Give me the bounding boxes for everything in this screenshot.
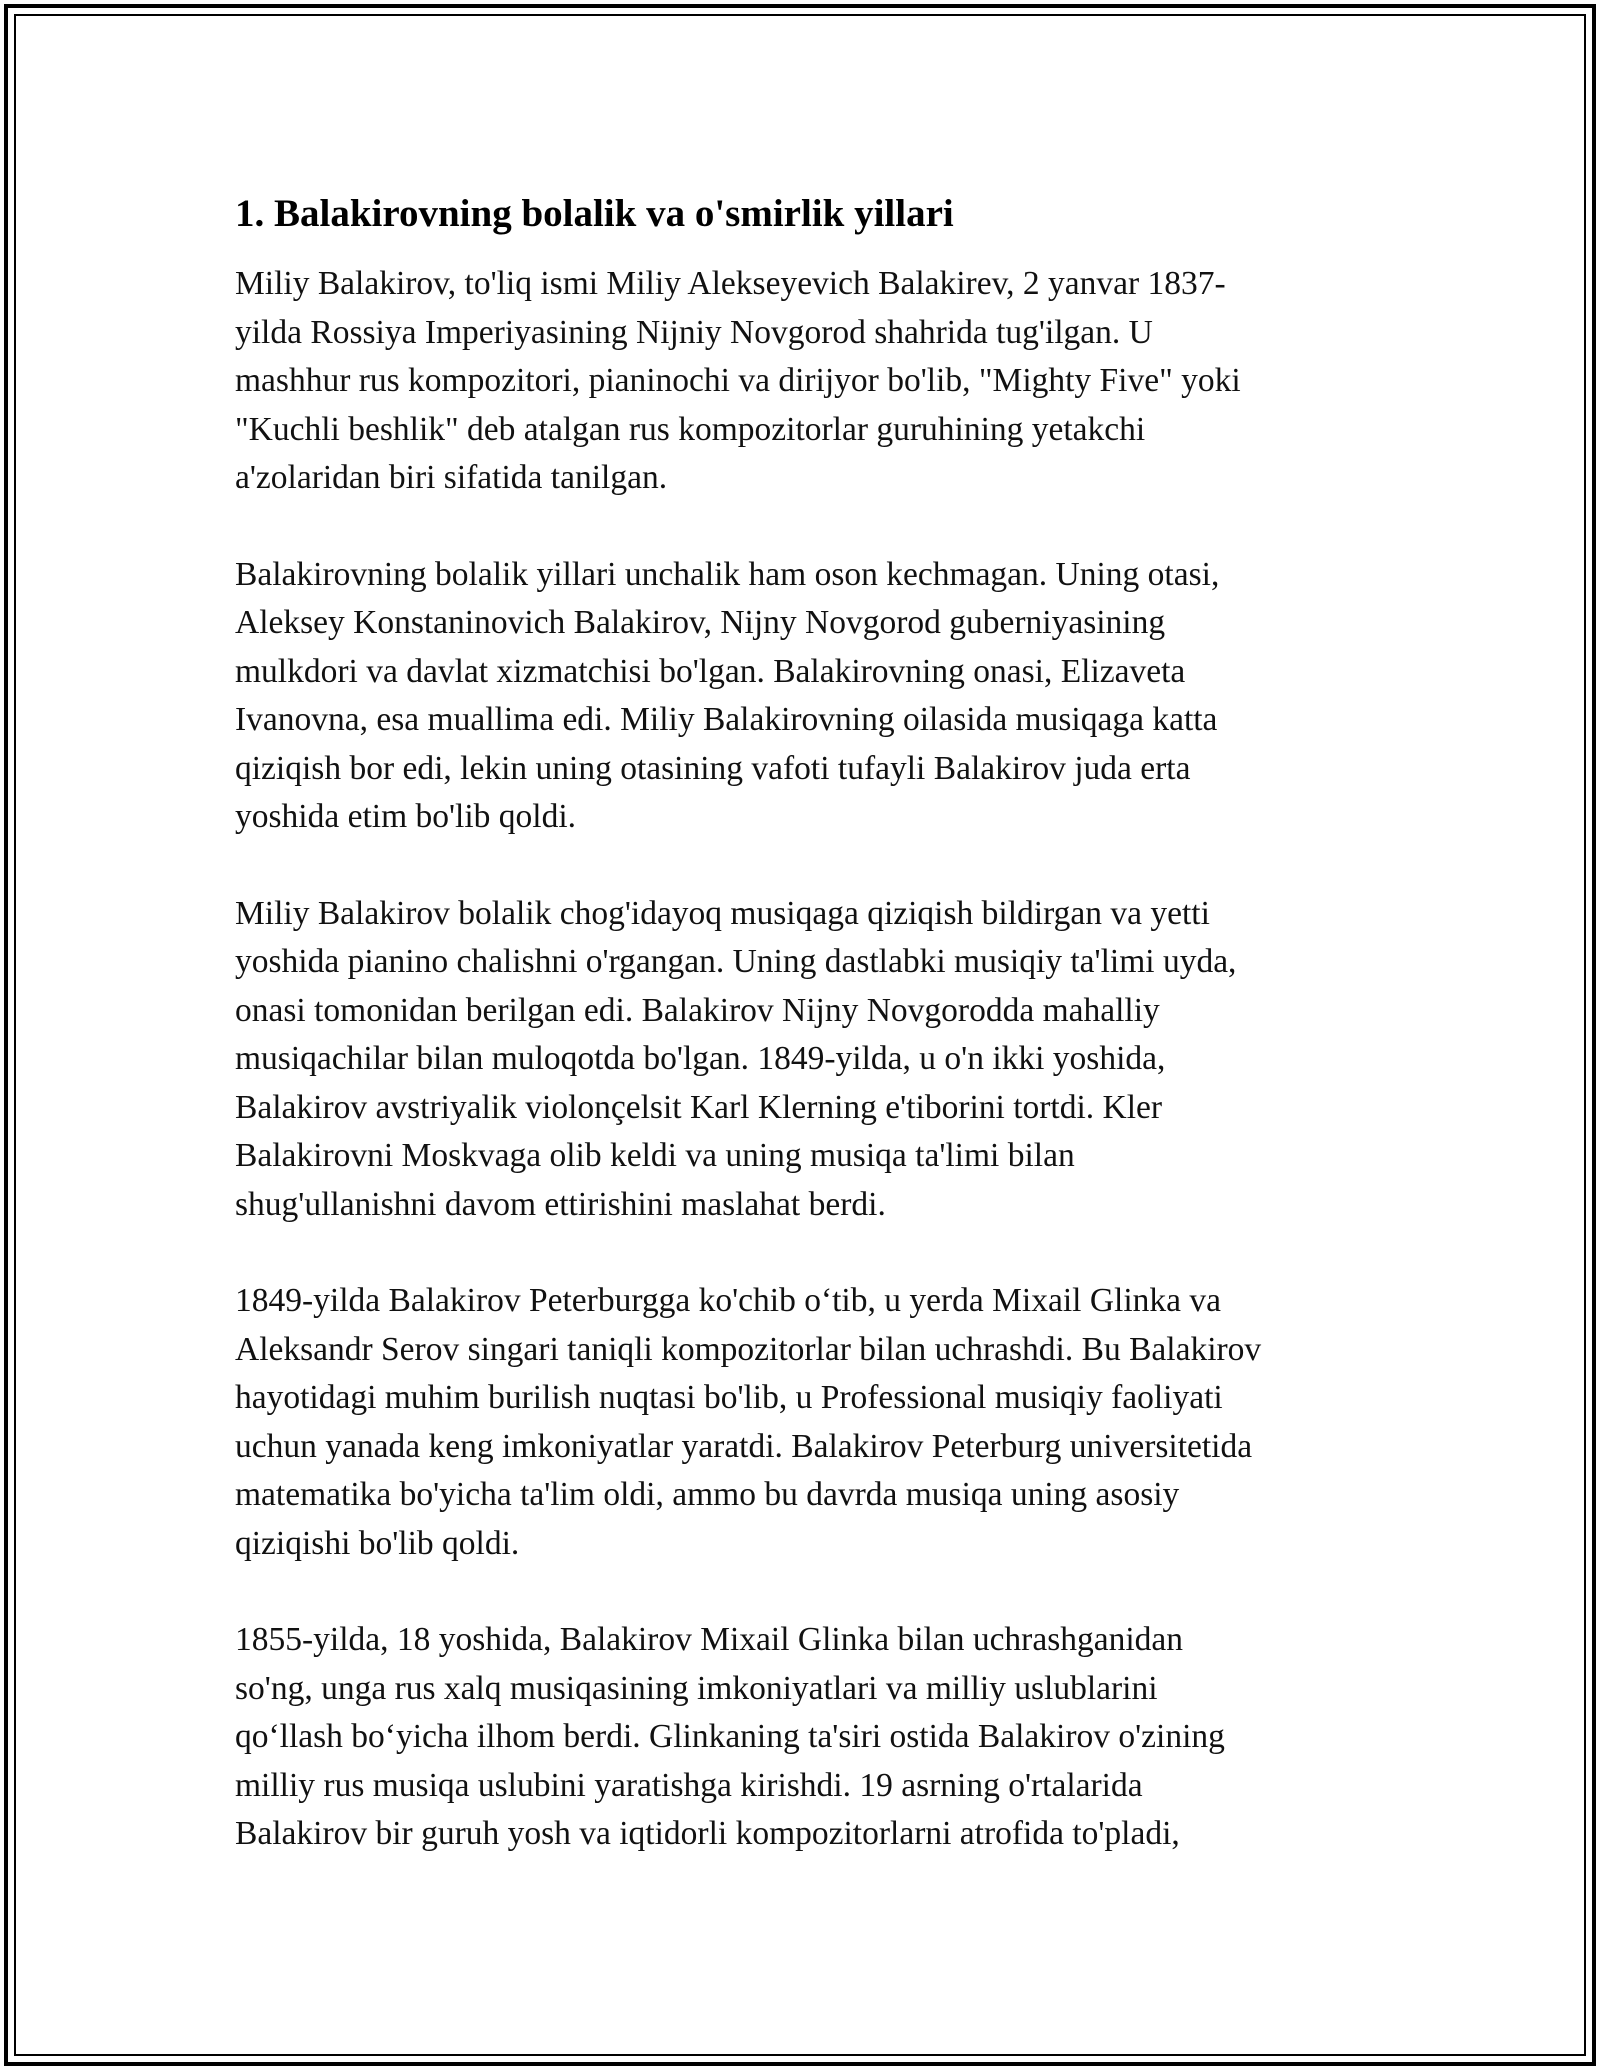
paragraph-3: Miliy Balakirov bolalik chog'idayoq musiqaga qiziqish bildirgan va yetti yoshida pianino chalishni o'rgangan. Uning dastlabki musiqiy ta'limi uyda, onasi tomonidan berilgan edi. Balakirov Nijny Novgorodda mahalliy musiqachilar bilan muloqotda bo'lgan. 1849-yilda, u o'n ikki yoshida, Balakirov avstriyalik violonçelsit Karl Klerning e'tiborini tortdi. Kler Balakirovni Moskvaga olib keldi va uning musiqa ta'limi bilan shug'ullanishni davom ettirishini maslahat berdi.	[235, 894, 1237, 1223]
section-heading: 1. Balakirovning bolalik va o'smirlik yillari	[235, 192, 954, 235]
paragraph-4: 1849-yilda Balakirov Peterburgga ko'chib oʻtib, u yerda Mixail Glinka va Aleksandr Serov singari taniqli kompozitorlar bilan uchrashdi. Bu Balakirov hayotidagi muhim burilish nuqtasi bo'lib, u Professional musiqiy faoliyati uchun yanada keng imkoniyatlar yaratdi. Balakirov Peterburg universitetida matematika bo'yicha ta'lim oldi, ammo bu davrda musiqa uning asosiy qiziqishi bo'lib qoldi.	[235, 1282, 1262, 1562]
document-body	[235, 188, 1375, 1907]
paragraph-2: Balakirovning bolalik yillari unchalik ham oson kechmagan. Uning otasi, Aleksey Konstaninovich Balakirov, Nijny Novgorod guberniyasining mulkdori va davlat xizmatchisi bo'lgan. Balakirovning onasi, Elizaveta Ivanovna, esa muallima edi. Miliy Balakirovning oilasida musiqaga katta qiziqish bor edi, lekin uning otasining vafoti tufayli Balakirov juda erta yoshida etim bo'lib qoldi.	[235, 555, 1220, 835]
paragraph-5: 1855-yilda, 18 yoshida, Balakirov Mixail Glinka bilan uchrashganidan so'ng, unga rus xalq musiqasining imkoniyatlari va milliy uslublarini qoʻllash boʻyicha ilhom berdi. Glinkaning ta'siri ostida Balakirov o'zining milliy rus musiqa uslubini yaratishga kirishdi. 19 asrning o'rtalarida Balakirov bir guruh yosh va iqtidorli kompozitorlarni atrofida to'pladi,	[235, 1621, 1225, 1852]
paragraph-1: Miliy Balakirov, to'liq ismi Miliy Alekseyevich Balakirev, 2 yanvar 1837- yilda Rossiya Imperiyasining Nijniy Novgorod shahrida tug'ilgan. U mashhur rus kompozitori, pianinochi va dirijyor bo'lib, "Mighty Five" yoki "Kuchli beshlik" deb atalgan rus kompozitorlar guruhining yetakchi a'zolaridan biri sifatida tanilgan.	[235, 265, 1241, 496]
